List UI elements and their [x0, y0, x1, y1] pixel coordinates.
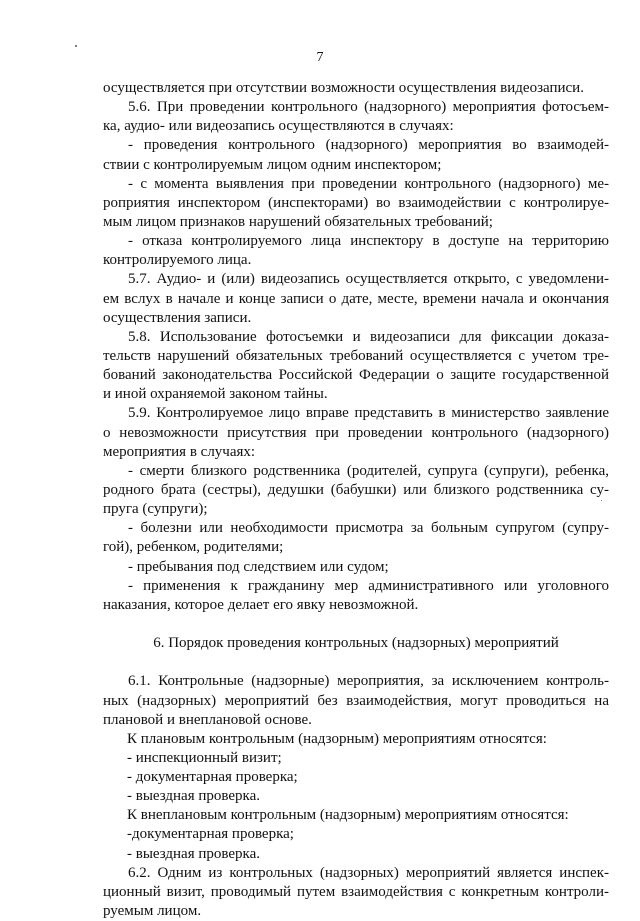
- text-line: 5.7. Аудио- и (или) видеозапись осуществляется открыто, с уведомлени-: [128, 271, 609, 288]
- text-line: 5.6. При проведении контрольного (надзорного) мероприятия фотосъем-: [128, 99, 609, 116]
- text-line: К внеплановым контрольным (надзорным) мероприятиям относятся:: [127, 807, 569, 824]
- text-line: 6.2. Одним из контрольных (надзорных) мероприятий является инспек-: [128, 864, 609, 881]
- text-line: - выездная проверка.: [127, 788, 261, 805]
- text-line: родного брата (сестры), дедушки (бабушки) или близкого родственника су-: [103, 481, 609, 498]
- text-line: - смерти близкого родственника (родителей, супруга (супруги), ребенка,: [128, 462, 609, 479]
- text-line: 5.9. Контролируемое лицо вправе представить в министерство заявление: [128, 405, 609, 422]
- text-line: бований законодательства Российской Федерации о защите государственной: [103, 367, 609, 384]
- text-line: - инспекционный визит;: [127, 749, 282, 766]
- text-line: 5.8. Использование фотосъемки и видеозаписи для фиксации доказа-: [128, 328, 609, 345]
- text-line: осуществления записи.: [103, 309, 252, 326]
- text-line: контролируемого лица.: [103, 252, 252, 269]
- text-line: - применения к гражданину мер административного или уголовного: [128, 577, 609, 594]
- text-line: мым лицом признаков нарушений обязательных требований;: [103, 213, 493, 230]
- scan-speck: [75, 45, 77, 47]
- section-heading: 6. Порядок проведения контрольных (надзорных) мероприятий: [153, 635, 559, 652]
- text-line: -документарная проверка;: [127, 826, 294, 843]
- document-body: [103, 79, 609, 921]
- text-line: - болезни или необходимости присмотра за больным супругом (супру-: [128, 520, 609, 537]
- text-line: о невозможности присутствия при проведении контрольного (надзорного): [103, 424, 609, 441]
- text-line: наказания, которое делает его явку невозможной.: [103, 596, 419, 613]
- text-line: гой), ребенком, родителями;: [103, 539, 284, 556]
- text-line: - с момента выявления при проведении контрольного (надзорного) ме-: [128, 175, 609, 192]
- text-line: роприятия инспектором (инспекторами) во взаимодействии с контролируе-: [103, 194, 609, 211]
- text-line: К плановым контрольным (надзорным) мероприятиям относятся:: [127, 730, 547, 747]
- text-line: ствии с контролируемым лицом одним инспектором;: [103, 156, 442, 173]
- text-line: ем вслух в начале и конце записи о дате, месте, времени начала и окончания: [103, 290, 609, 307]
- text-line: - отказа контролируемого лица инспектору в доступе на территорию: [128, 233, 609, 250]
- text-line: ных (надзорных) мероприятий без взаимодействия, могут проводиться на: [103, 692, 609, 709]
- text-line: - пребывания под следствием или судом;: [128, 558, 389, 575]
- text-line: - проведения контрольного (надзорного) мероприятия во взаимодей-: [128, 137, 609, 154]
- text-line: - документарная проверка;: [127, 769, 298, 786]
- text-line: тельств нарушений обязательных требований осуществляется с учетом тре-: [103, 347, 609, 364]
- text-line: пруга (супруги);: [103, 501, 208, 518]
- text-line: и иной охраняемой законом тайны.: [103, 386, 328, 403]
- text-line: плановой и внеплановой основе.: [103, 711, 312, 728]
- text-line: 6.1. Контрольные (надзорные) мероприятия, за исключением контроль-: [128, 673, 609, 690]
- page-number: 7: [316, 50, 324, 65]
- text-line: ка, аудио- или видеозапись осуществляются в случаях:: [103, 118, 454, 135]
- text-line: руемым лицом.: [103, 903, 202, 920]
- text-line: осуществляется при отсутствии возможности осуществления видеозаписи.: [103, 80, 584, 96]
- text-line: мероприятия в случаях:: [103, 443, 256, 460]
- text-line: - выездная проверка.: [127, 845, 261, 862]
- text-line: ционный визит, проводимый путем взаимодействия с конкретным контроли-: [103, 883, 609, 900]
